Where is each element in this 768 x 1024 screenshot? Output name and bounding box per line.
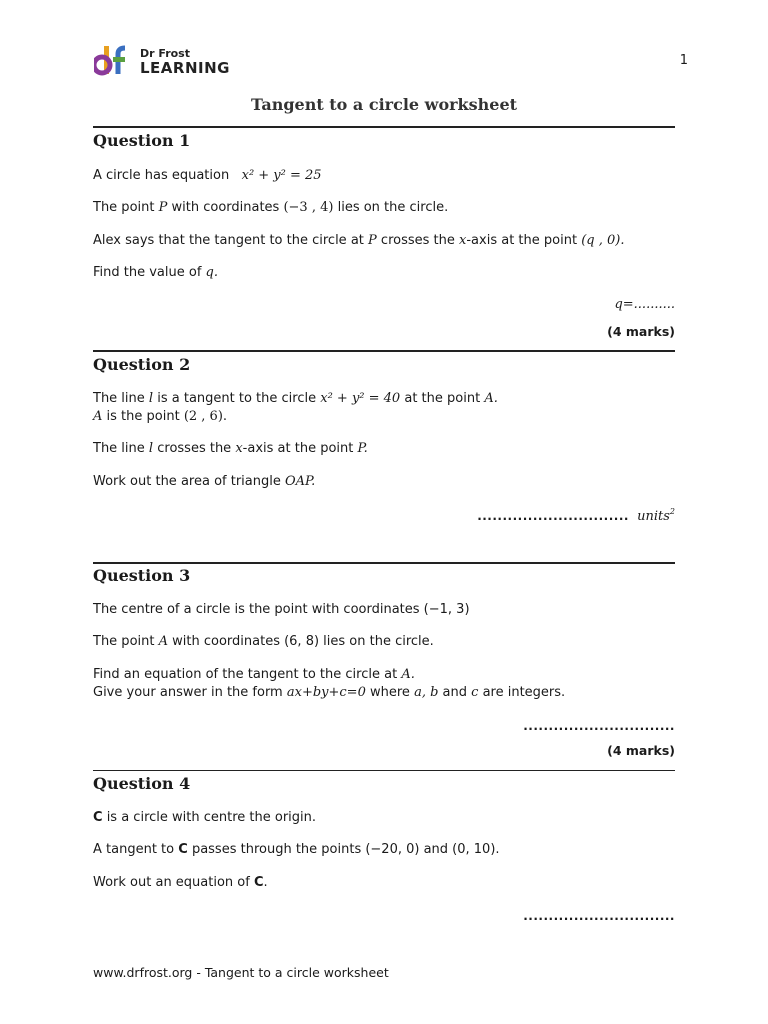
q1-line-2-text-a: The point — [93, 200, 155, 215]
q3-point-a: A — [158, 634, 168, 649]
q1-line-2-text-c: lies on the circle. — [337, 200, 449, 215]
question-2-heading: Question 2 — [93, 355, 191, 374]
q1-marks: (4 marks) — [607, 324, 675, 339]
q1-line-2 — [93, 200, 448, 216]
q2-line-3-text-a: The line — [93, 441, 145, 456]
q4-line-2-text-a: A tangent to — [93, 842, 175, 857]
question-2-divider — [93, 350, 675, 352]
q2-line-3-x: x — [235, 441, 243, 456]
q3-line-equation-form: ax+by+c=0 — [286, 685, 366, 700]
question-3-heading: Question 3 — [93, 566, 191, 585]
q1-line-1-text: A circle has equation — [93, 168, 230, 183]
q4-line-2-text-b: passes through the points (−20, 0) and (0, 10). — [191, 842, 500, 857]
q2-line-1-text-c: at the point — [404, 391, 481, 406]
q2-line-3-l: l — [148, 441, 154, 456]
q2-line-l: l — [148, 391, 154, 406]
q2-answer-units: units — [637, 509, 670, 524]
q2-line-3 — [93, 441, 368, 457]
q1-line-2-text-b: with coordinates — [171, 200, 280, 215]
q2-line-1-text-a: The line — [93, 391, 145, 406]
q2-answer-field[interactable] — [477, 508, 675, 525]
q4-line-1 — [93, 810, 316, 826]
q2-answer-dots: .............................. — [477, 509, 629, 523]
q1-circle-equation: x² + y² = 25 — [241, 168, 322, 183]
question-4-heading: Question 4 — [93, 774, 191, 793]
q1-line-3-text-b: crosses the — [380, 233, 455, 248]
q3-line-4-c: c — [471, 685, 479, 700]
q4-circle-c: C — [93, 810, 103, 825]
q4-line-2-c: C — [178, 842, 188, 857]
q1-line-3-x: x — [459, 233, 467, 248]
q1-line-3 — [93, 233, 624, 249]
q3-line-4-text-d: are integers. — [482, 685, 566, 700]
page-title: Tangent to a circle worksheet — [250, 95, 518, 114]
q3-line-4-text-a: Give your answer in the form — [93, 685, 283, 700]
q4-line-2 — [93, 842, 500, 858]
q2-line-3-p: P. — [357, 441, 368, 456]
q3-line-4-text-c: and — [442, 685, 468, 700]
q2-answer-units-exponent: 2 — [669, 507, 675, 516]
q1-line-4-text: Find the value of — [93, 265, 202, 280]
df-logo-icon — [94, 44, 134, 78]
q4-line-3-text: Work out an equation of — [93, 875, 250, 890]
page-number: 1 — [679, 53, 688, 68]
q2-point-a: A. — [484, 391, 498, 406]
q2-line-4 — [93, 474, 315, 490]
question-4-divider — [93, 770, 675, 771]
question-1-divider — [93, 126, 675, 128]
q3-answer-field[interactable]: .............................. — [523, 719, 675, 733]
q3-marks: (4 marks) — [607, 743, 675, 758]
q3-line-2-text-b: with coordinates (6, 8) lies on the circle. — [172, 634, 434, 649]
brand-name: Dr Frost — [140, 47, 190, 60]
q1-line-4-q: q. — [205, 265, 219, 280]
q3-line-3 — [93, 667, 415, 683]
q1-line-4 — [93, 265, 218, 281]
q1-line-3-p: P — [368, 233, 377, 248]
q1-point-p: P — [158, 200, 168, 215]
footer-text: www.drfrost.org - Tangent to a circle worksheet — [93, 965, 389, 980]
q4-line-3-c: C — [253, 875, 264, 890]
question-1-heading: Question 1 — [93, 131, 191, 150]
q4-line-3 — [93, 875, 268, 891]
q1-line-3-coordinate: (q , 0). — [581, 233, 625, 248]
q1-answer-field[interactable]: q=.......... — [614, 297, 675, 312]
q3-line-2-text-a: The point — [93, 634, 155, 649]
q2-line-4-text: Work out the area of triangle — [93, 474, 281, 489]
q1-line-1 — [93, 168, 322, 184]
q4-line-3-period: . — [263, 875, 268, 890]
q2-line-1-text-b: is a tangent to the circle — [157, 391, 317, 406]
q1-line-3-text-a: Alex says that the tangent to the circle at — [93, 233, 364, 248]
q2-line-2-text: is the point — [106, 409, 180, 424]
q3-line-4-text-b: where — [369, 685, 410, 700]
q3-line-3-text: Find an equation of the tangent to the circle at — [93, 667, 398, 682]
q4-answer-field[interactable]: .............................. — [523, 909, 675, 923]
q2-line-2-a: A — [93, 409, 103, 424]
logo — [94, 44, 234, 78]
q3-line-4 — [93, 685, 565, 701]
q2-line-3-text-c: -axis at the point — [242, 441, 354, 456]
q1-point-coordinates: (−3 , 4) — [283, 200, 334, 215]
q2-line-1 — [93, 391, 498, 407]
q3-line-2 — [93, 634, 434, 650]
q4-line-1-text: is a circle with centre the origin. — [106, 810, 317, 825]
q2-line-3-text-b: crosses the — [157, 441, 232, 456]
q3-line-1: The centre of a circle is the point with coordinates (−1, 3) — [93, 602, 470, 617]
q2-circle-equation: x² + y² = 40 — [320, 391, 401, 406]
q2-triangle-oap: OAP. — [285, 474, 316, 489]
q2-line-2 — [93, 409, 227, 425]
brand-subtitle: LEARNING — [140, 59, 230, 77]
question-3-divider — [93, 562, 675, 564]
q1-line-3-text-c: -axis at the point — [466, 233, 578, 248]
q2-point-coordinates: (2 , 6). — [183, 409, 228, 424]
q3-line-3-a: A. — [401, 667, 415, 682]
q3-line-4-ab: a, b — [414, 685, 439, 700]
